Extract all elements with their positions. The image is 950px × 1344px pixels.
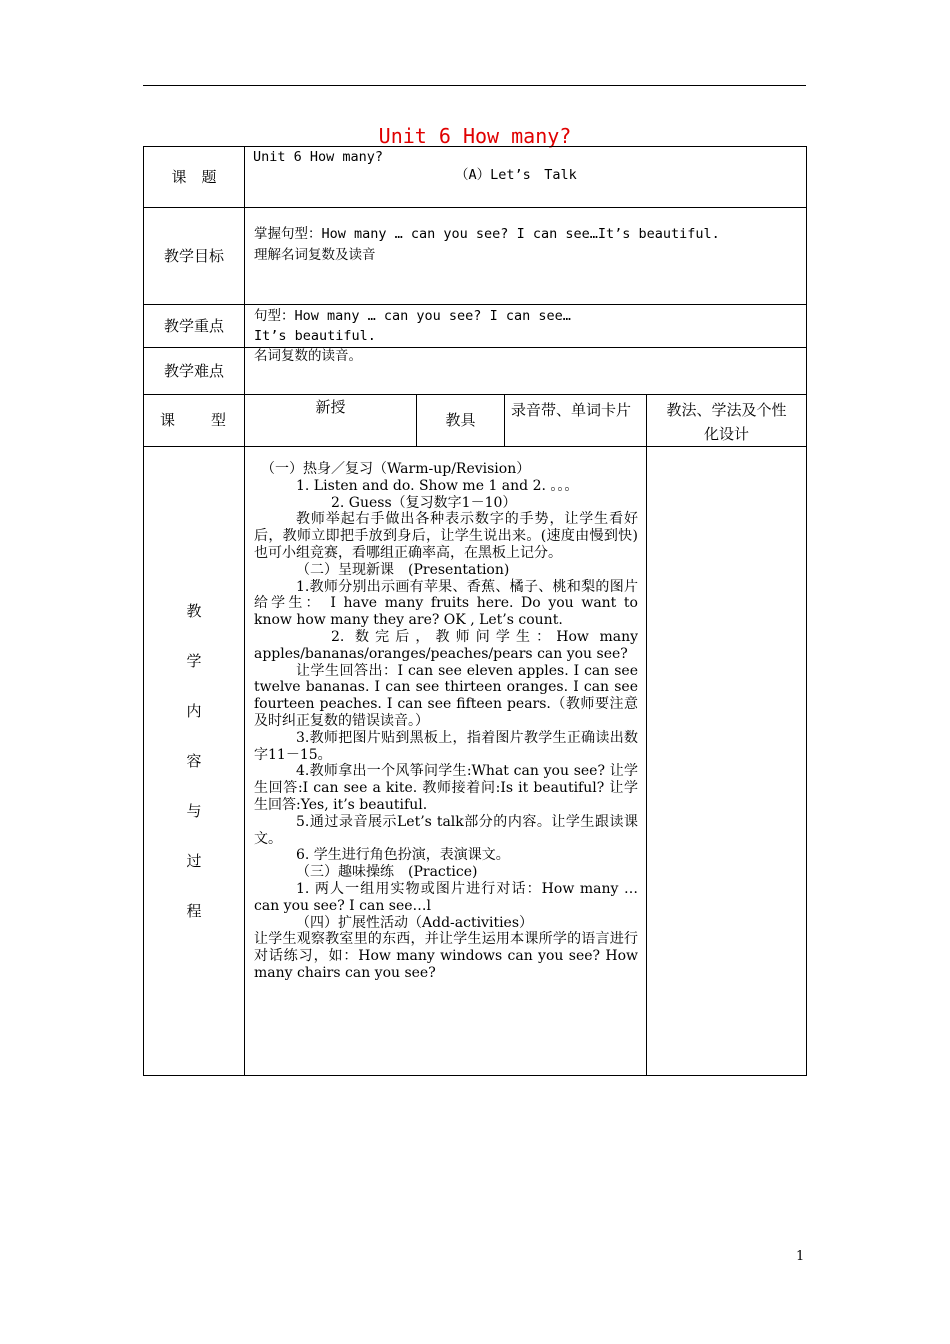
content-line: 2. Guess（复习数字1－10） — [331, 494, 517, 511]
content-label-char: 容 — [186, 752, 202, 770]
objective-cell — [245, 208, 807, 305]
difficulty-text: 名词复数的读音。 — [245, 348, 807, 395]
tools-label: 教具 — [417, 395, 505, 447]
content-line: 让学生观察教室里的东西，并让学生运用本课所学的语言进行对话练习，如：How many windows can you see? How many chairs can you see? — [254, 931, 638, 981]
content-line: 5.通过录音展示Let’s talk部分的内容。让学生跟读课文。 — [254, 813, 638, 847]
tools-value: 录音带、单词卡片 — [505, 395, 647, 447]
topic-cell — [245, 147, 807, 208]
content-line: 1.教师分别出示画有苹果、香蕉、橘子、桃和梨的图片给学生： I have many fruits here. Do you want to know how many they are? OK , Let’s count. — [254, 578, 638, 629]
content-label-char: 过 — [186, 852, 202, 870]
content-line: （一）热身／复习（Warm-up/Revision） — [261, 461, 531, 477]
content-line: （三）趣味操练 (Practice) — [296, 864, 478, 881]
topic-line1: Unit 6 How many? — [253, 149, 384, 165]
methods-label: 教法、学法及个性化设计 — [647, 395, 807, 447]
content-line: 2. 数完后，教师问学生：How many apples/bananas/oranges/peaches/pears can you see? — [254, 628, 638, 662]
content-label — [144, 447, 245, 1076]
lesson-type-label: 课 型 — [144, 395, 245, 447]
content-row — [144, 447, 807, 1076]
key-points-cell — [245, 305, 807, 348]
content-line: 1. 两人一组用实物或图片进行对话：How many … can you see? I can see…l — [254, 880, 638, 914]
objective-label: 教学目标 — [144, 208, 245, 305]
lesson-type-value: 新授 — [245, 395, 417, 447]
content-line: （二）呈现新课 (Presentation) — [296, 561, 510, 578]
content-line: 3.教师把图片贴到黑板上，指着图片教学生正确读出数字11－15。 — [254, 729, 638, 763]
page-title: Unit 6 How many? — [378, 124, 572, 148]
header-rule — [143, 85, 806, 86]
key-points-label: 教学重点 — [144, 305, 245, 348]
lesson-plan-table — [143, 146, 807, 1076]
objective-line2: 理解名词复数及读音 — [254, 247, 376, 263]
difficulty-row — [144, 348, 807, 395]
content-line: 让学生回答出：I can see eleven apples. I can see twelve bananas. I can see thirteen oranges. I can see fourteen peaches. I can see fifteen pears.（教师要注意及时纠正复数的错误读音。） — [254, 662, 638, 729]
objective-line1: 掌握句型：How many … can you see? I can see…It’s beautiful. — [254, 226, 720, 242]
content-label-char: 教 — [186, 602, 202, 620]
content-label-char: 学 — [186, 652, 202, 670]
content-line: 1. Listen and do. Show me 1 and 2. 。。。 — [296, 477, 579, 494]
content-line: 6. 学生进行角色扮演，表演课文。 — [296, 847, 510, 864]
key-points-line1: 句型：How many … can you see? I can see… — [254, 308, 571, 324]
content-line: 4.教师拿出一个风筝问学生:What can you see? 让学生回答:I can see a kite. 教师接着问:Is it beautiful? 让学生回答:Yes, it’s beautiful. — [254, 763, 638, 813]
content-line: （四）扩展性活动（Add-activities） — [296, 914, 534, 931]
content-line: 教师举起右手做出各种表示数字的手势，让学生看好后，教师立即把手放到身后，让学生说出来。(速度由慢到快)也可小组竞赛，看哪组正确率高，在黑板上记分。 — [254, 511, 638, 561]
page-number: 1 — [796, 1249, 805, 1264]
objective-row — [144, 208, 807, 305]
content-label-char: 程 — [186, 902, 202, 920]
methods-design-cell — [647, 447, 807, 1076]
content-body — [245, 447, 647, 1076]
content-label-char: 内 — [186, 702, 202, 720]
lesson-type-row — [144, 395, 807, 447]
key-points-line2: It’s beautiful. — [254, 328, 376, 344]
content-label-char: 与 — [186, 802, 202, 820]
topic-label: 课 题 — [144, 147, 245, 208]
topic-line2: （A）Let’s Talk — [455, 167, 577, 183]
topic-row — [144, 147, 807, 208]
difficulty-label: 教学难点 — [144, 348, 245, 395]
key-points-row — [144, 305, 807, 348]
